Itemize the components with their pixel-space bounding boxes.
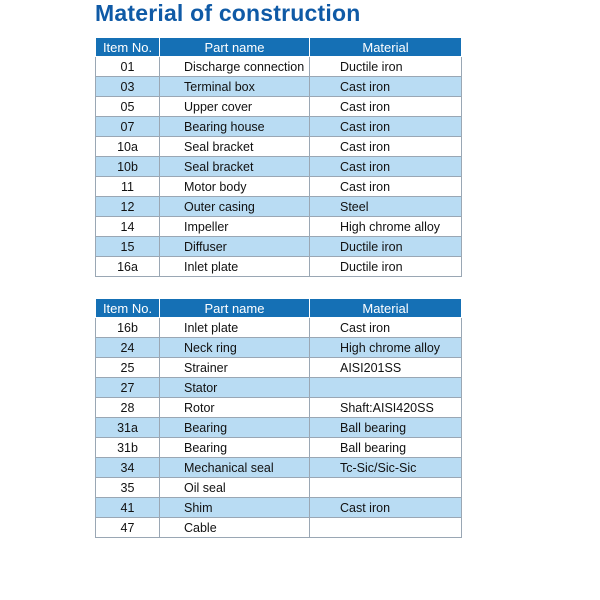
item-no-cell: 12	[96, 197, 160, 217]
material-cell: Cast iron	[310, 97, 462, 117]
material-cell: Ductile iron	[310, 237, 462, 257]
table-row	[96, 418, 462, 438]
item-no-cell: 24	[96, 338, 160, 358]
table-row	[96, 438, 462, 458]
header-row	[96, 299, 462, 318]
part-name-cell: Diffuser	[160, 237, 310, 257]
item-no-cell: 25	[96, 358, 160, 378]
item-no-cell: 03	[96, 77, 160, 97]
part-name-cell: Impeller	[160, 217, 310, 237]
part-name-cell: Bearing house	[160, 117, 310, 137]
material-cell: Steel	[310, 197, 462, 217]
part-name-cell: Motor body	[160, 177, 310, 197]
item-no-cell: 15	[96, 237, 160, 257]
item-no-cell: 05	[96, 97, 160, 117]
item-no-cell: 47	[96, 518, 160, 538]
item-no-cell: 28	[96, 398, 160, 418]
item-no-cell: 10b	[96, 157, 160, 177]
material-cell: Cast iron	[310, 318, 462, 338]
table-row	[96, 57, 462, 77]
material-cell: Cast iron	[310, 77, 462, 97]
table-row	[96, 137, 462, 157]
part-name-cell: Oil seal	[160, 478, 310, 498]
part-name-cell: Strainer	[160, 358, 310, 378]
part-name-cell: Bearing	[160, 418, 310, 438]
item-no-cell: 14	[96, 217, 160, 237]
header-item-no: Item No.	[96, 38, 160, 57]
table-row	[96, 358, 462, 378]
material-cell: Ball bearing	[310, 418, 462, 438]
table-row	[96, 217, 462, 237]
part-name-cell: Bearing	[160, 438, 310, 458]
part-name-cell: Shim	[160, 498, 310, 518]
header-material: Material	[310, 38, 462, 57]
part-name-cell: Cable	[160, 518, 310, 538]
item-no-cell: 16b	[96, 318, 160, 338]
header-part-name: Part name	[160, 299, 310, 318]
part-name-cell: Seal bracket	[160, 157, 310, 177]
material-cell: Cast iron	[310, 177, 462, 197]
table-row	[96, 498, 462, 518]
item-no-cell: 16a	[96, 257, 160, 277]
part-name-cell: Outer casing	[160, 197, 310, 217]
part-name-cell: Inlet plate	[160, 257, 310, 277]
header-material: Material	[310, 299, 462, 318]
material-cell: Cast iron	[310, 137, 462, 157]
item-no-cell: 27	[96, 378, 160, 398]
item-no-cell: 35	[96, 478, 160, 498]
table-row	[96, 318, 462, 338]
part-name-cell: Terminal box	[160, 77, 310, 97]
table-row	[96, 177, 462, 197]
table-row	[96, 237, 462, 257]
material-cell: Cast iron	[310, 117, 462, 137]
material-cell: AISI201SS	[310, 358, 462, 378]
part-name-cell: Discharge connection	[160, 57, 310, 77]
materials-table-1	[95, 37, 462, 277]
item-no-cell: 31b	[96, 438, 160, 458]
table-row	[96, 518, 462, 538]
material-cell: Ductile iron	[310, 257, 462, 277]
item-no-cell: 10a	[96, 137, 160, 157]
table-row	[96, 338, 462, 358]
material-cell: Ball bearing	[310, 438, 462, 458]
material-cell: Shaft:AISI420SS	[310, 398, 462, 418]
part-name-cell: Seal bracket	[160, 137, 310, 157]
part-name-cell: Inlet plate	[160, 318, 310, 338]
header-part-name: Part name	[160, 38, 310, 57]
item-no-cell: 01	[96, 57, 160, 77]
table-row	[96, 77, 462, 97]
table-row	[96, 257, 462, 277]
item-no-cell: 41	[96, 498, 160, 518]
table-row	[96, 458, 462, 478]
item-no-cell: 34	[96, 458, 160, 478]
part-name-cell: Neck ring	[160, 338, 310, 358]
material-cell	[310, 478, 462, 498]
item-no-cell: 31a	[96, 418, 160, 438]
table-row	[96, 378, 462, 398]
table-row	[96, 398, 462, 418]
table-row	[96, 478, 462, 498]
material-cell: Ductile iron	[310, 57, 462, 77]
item-no-cell: 07	[96, 117, 160, 137]
material-cell: Tc-Sic/Sic-Sic	[310, 458, 462, 478]
materials-table-2	[95, 298, 462, 538]
table-row	[96, 157, 462, 177]
part-name-cell: Rotor	[160, 398, 310, 418]
table-row	[96, 117, 462, 137]
material-cell	[310, 518, 462, 538]
part-name-cell: Stator	[160, 378, 310, 398]
table-row	[96, 97, 462, 117]
material-cell: High chrome alloy	[310, 217, 462, 237]
part-name-cell: Upper cover	[160, 97, 310, 117]
item-no-cell: 11	[96, 177, 160, 197]
table-row	[96, 197, 462, 217]
header-item-no: Item No.	[96, 299, 160, 318]
material-cell: Cast iron	[310, 157, 462, 177]
header-row	[96, 38, 462, 57]
material-cell: Cast iron	[310, 498, 462, 518]
material-cell: High chrome alloy	[310, 338, 462, 358]
page-title: Material of construction	[95, 0, 361, 26]
material-cell	[310, 378, 462, 398]
part-name-cell: Mechanical seal	[160, 458, 310, 478]
